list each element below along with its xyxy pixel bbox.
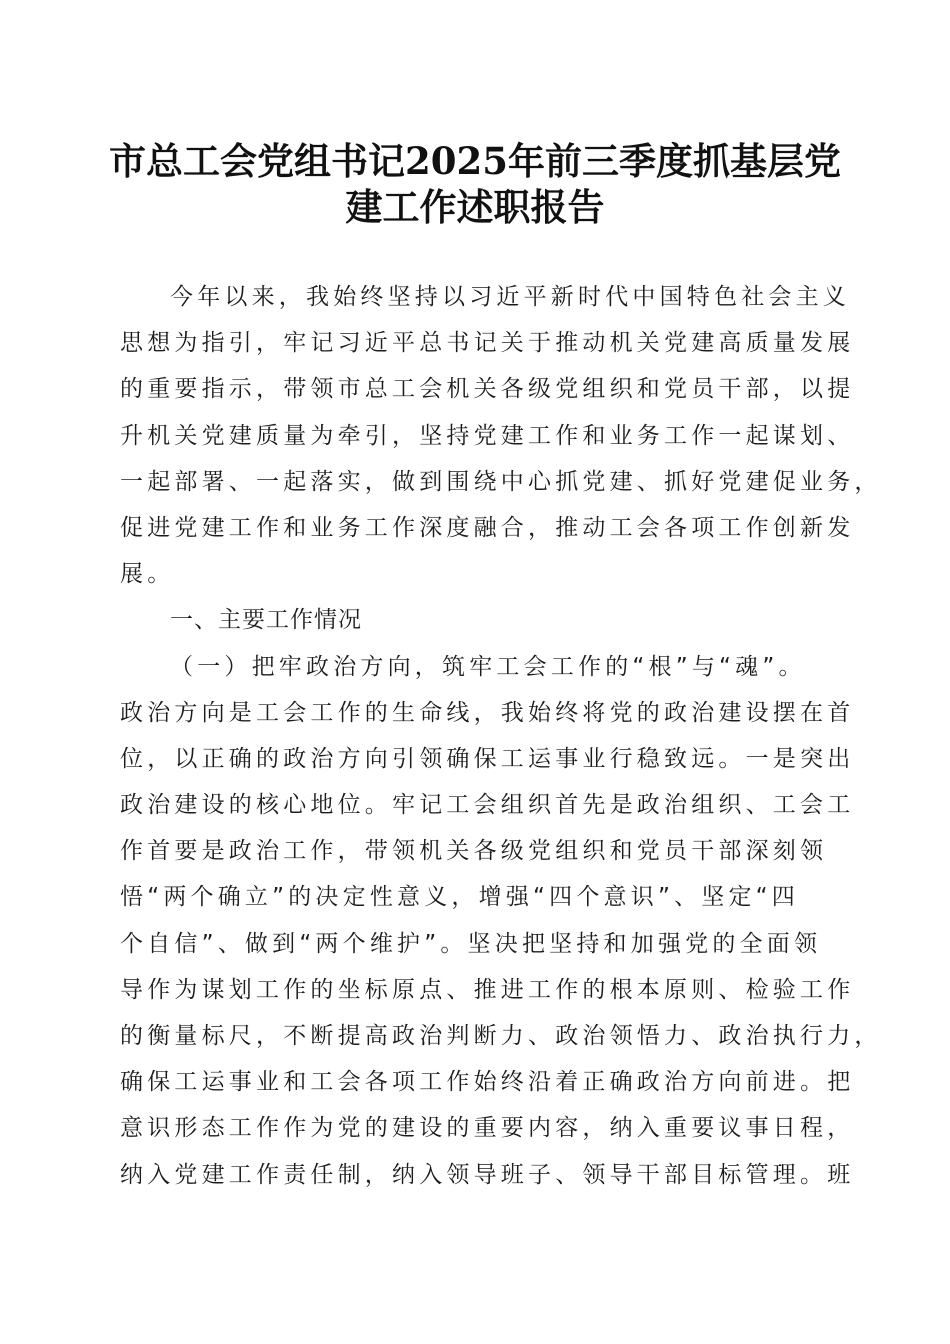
paragraph-line: 升机关党建质量为牵引，坚持党建工作和业务工作一起谋划、 (120, 422, 855, 449)
paragraph-line: 一起部署、一起落实，做到围绕中心抓党建、抓好党建促业务， (120, 468, 882, 495)
document-body (120, 274, 882, 1198)
paragraph-line: 作首要是政治工作，带领机关各级党组织和党员干部深刻领 (120, 838, 828, 865)
section-heading: 一、主要工作情况 (170, 607, 362, 634)
paragraph-line: 意识形态工作作为党的建设的重要内容，纳入重要议事日程， (120, 1115, 855, 1142)
paragraph-line: 悟“两个确立”的决定性意义，增强“四个意识”、坚定“四 (120, 884, 799, 911)
paragraph-line: 政治建设的核心地位。牢记工会组织首先是政治组织、工会工 (120, 792, 855, 819)
document-title (100, 138, 850, 230)
subsection-heading-line: （一）把牢政治方向，筑牢工会工作的“根”与“魂”。 (170, 653, 806, 680)
paragraph-line: 促进党建工作和业务工作深度融合，推动工会各项工作创新发 (120, 514, 855, 541)
paragraph-line: 个自信”、做到“两个维护”。坚决把坚持和加强党的全面领 (120, 930, 822, 957)
title-line: 建工作述职报告 (345, 185, 605, 229)
paragraph-line: 确保工运事业和工会各项工作始终沿着正确政治方向前进。把 (120, 1069, 855, 1096)
title-line: 市总工会党组书记2025年前三季度抓基层党 (109, 139, 841, 183)
paragraph-line: 导作为谋划工作的坐标原点、推进工作的根本原则、检验工作 (120, 976, 855, 1003)
paragraph-line: 的衡量标尺，不断提高政治判断力、政治领悟力、政治执行力， (120, 1023, 882, 1049)
paragraph-line: 位，以正确的政治方向引领确保工运事业行稳致远。一是突出 (120, 745, 855, 772)
paragraph-line: 展。 (120, 561, 175, 588)
paragraph-line: 纳入党建工作责任制，纳入领导班子、领导干部目标管理。班 (120, 1161, 855, 1188)
paragraph-line: 政治方向是工会工作的生命线，我始终将党的政治建设摆在首 (120, 699, 855, 726)
paragraph-line: 思想为指引，牢记习近平总书记关于推动机关党建高质量发展 (120, 330, 855, 357)
paragraph-line: 的重要指示，带领市总工会机关各级党组织和党员干部，以提 (120, 376, 855, 403)
paragraph-line: 今年以来，我始终坚持以习近平新时代中国特色社会主义 (170, 284, 850, 310)
